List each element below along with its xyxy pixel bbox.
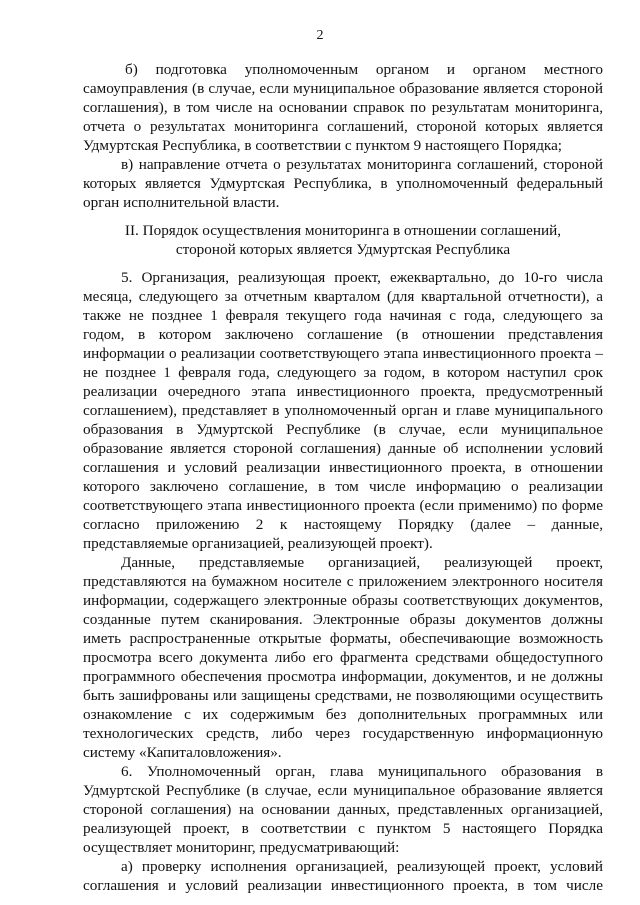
text-line: образования в Удмуртской Республике (в случае, если муниципальное	[83, 421, 603, 438]
text-line: Удмуртская Республика, в соответствии с пунктом 9 настоящего Порядка;	[83, 137, 563, 154]
text-line: систему «Капиталовложения».	[83, 744, 282, 761]
text-line: которого заключено соглашение, в том числе информацию о реализации	[83, 478, 603, 495]
text-line: соглашения и условий реализации инвестиционного проекта, в том числе	[83, 877, 603, 894]
text-line: 6. Уполномоченный орган, глава муниципального образования в	[121, 763, 603, 780]
text-line: годом, в котором заключено соглашение (в отношении представления	[83, 326, 603, 343]
text-line: представляемые организацией, реализующей проект).	[83, 535, 433, 552]
text-line: реализации очередного этапа инвестиционного проекта, предусмотренный	[83, 383, 603, 400]
text-line: месяца, следующего за отчетным кварталом (для квартальной отчетности), а	[83, 288, 603, 305]
text-line: а) проверку исполнения организацией, реализующей проект, условий	[121, 858, 603, 875]
paragraph-6	[83, 762, 603, 857]
paragraph-data	[83, 553, 603, 762]
text-line: программного обеспечения просмотра информации, документов, и не должны	[83, 668, 603, 685]
text-line: осуществляет мониторинг, предусматривающий:	[83, 839, 400, 856]
text-line: технологических средств, либо через государственную информационную	[83, 725, 603, 742]
text-line: которых является Удмуртская Республика, в уполномоченный федеральный	[83, 175, 603, 192]
text-line: быть зашифрованы или защищены средствами, не позволяющими осуществить	[83, 687, 603, 704]
text-line: просмотра всего документа либо его фрагмента средствами общедоступного	[83, 649, 603, 666]
text-line: стороной соглашения) на основании данных, представленных организацией,	[83, 801, 603, 818]
text-line: соглашения), в том числе на основании справок по результатам мониторинга,	[83, 99, 603, 116]
text-line: 5. Организация, реализующая проект, ежеквартально, до 10-го числа	[121, 269, 603, 286]
text-line: Данные, представляемые организацией, реализующей проект,	[121, 554, 603, 571]
text-line: в) направление отчета о результатах мониторинга соглашений, стороной	[121, 156, 603, 173]
text-line: Удмуртской Республике (в случае, если муниципальное образование является	[83, 782, 603, 799]
text-line: также не позднее 1 февраля текущего года начиная с года, следующего за	[83, 307, 603, 324]
text-line: иметь распространенные открытые форматы, обеспечивающие возможность	[83, 630, 603, 647]
text-line: согласно приложению 2 к настоящему Порядку (далее – данные,	[83, 516, 603, 533]
heading-line: стороной которых является Удмуртская Республика	[175, 241, 511, 258]
text-line: орган исполнительной власти.	[83, 194, 280, 211]
page-number: 2	[316, 28, 324, 43]
text-line: созданные путем сканирования. Электронные образы документов должны	[83, 611, 603, 628]
text-line: не позднее 1 февраля года, следующего за годом, в котором наступил срок	[83, 364, 603, 381]
text-line: образование является стороной соглашения) данные об исполнении условий	[83, 440, 603, 457]
text-line: соответствующего этапа инвестиционного проекта (если применимо) по форме	[83, 497, 603, 514]
text-line: отчета о результатах мониторинга соглашений, стороной которых является	[83, 118, 603, 135]
paragraph-a	[83, 857, 603, 895]
section-heading	[83, 221, 603, 259]
paragraph-b	[83, 60, 603, 155]
text-line: б) подготовка уполномоченным органом и органом местного	[125, 61, 603, 78]
paragraph-5	[83, 268, 603, 553]
text-line: соглашением), представляет в уполномоченный орган и главе муниципального	[83, 402, 603, 419]
text-line: реализующей проект, в соответствии с пунктом 5 настоящего Порядка	[83, 820, 603, 837]
text-line: самоуправления (в случае, если муниципальное образование является стороной	[83, 80, 603, 97]
heading-line: II. Порядок осуществления мониторинга в отношении соглашений,	[124, 222, 562, 239]
text-line: представляются на бумажном носителе с приложением электронного носителя	[83, 573, 603, 590]
text-line: ознакомление с их содержимым без дополнительных программных или	[83, 706, 603, 723]
text-line: информации, содержащего электронные образы соответствующих документов,	[83, 592, 603, 609]
text-line: соглашения и условий реализации инвестиционного проекта, в отношении	[83, 459, 603, 476]
paragraph-v	[83, 155, 603, 212]
text-line: информации о реализации соответствующего этапа инвестиционного проекта –	[83, 345, 603, 362]
